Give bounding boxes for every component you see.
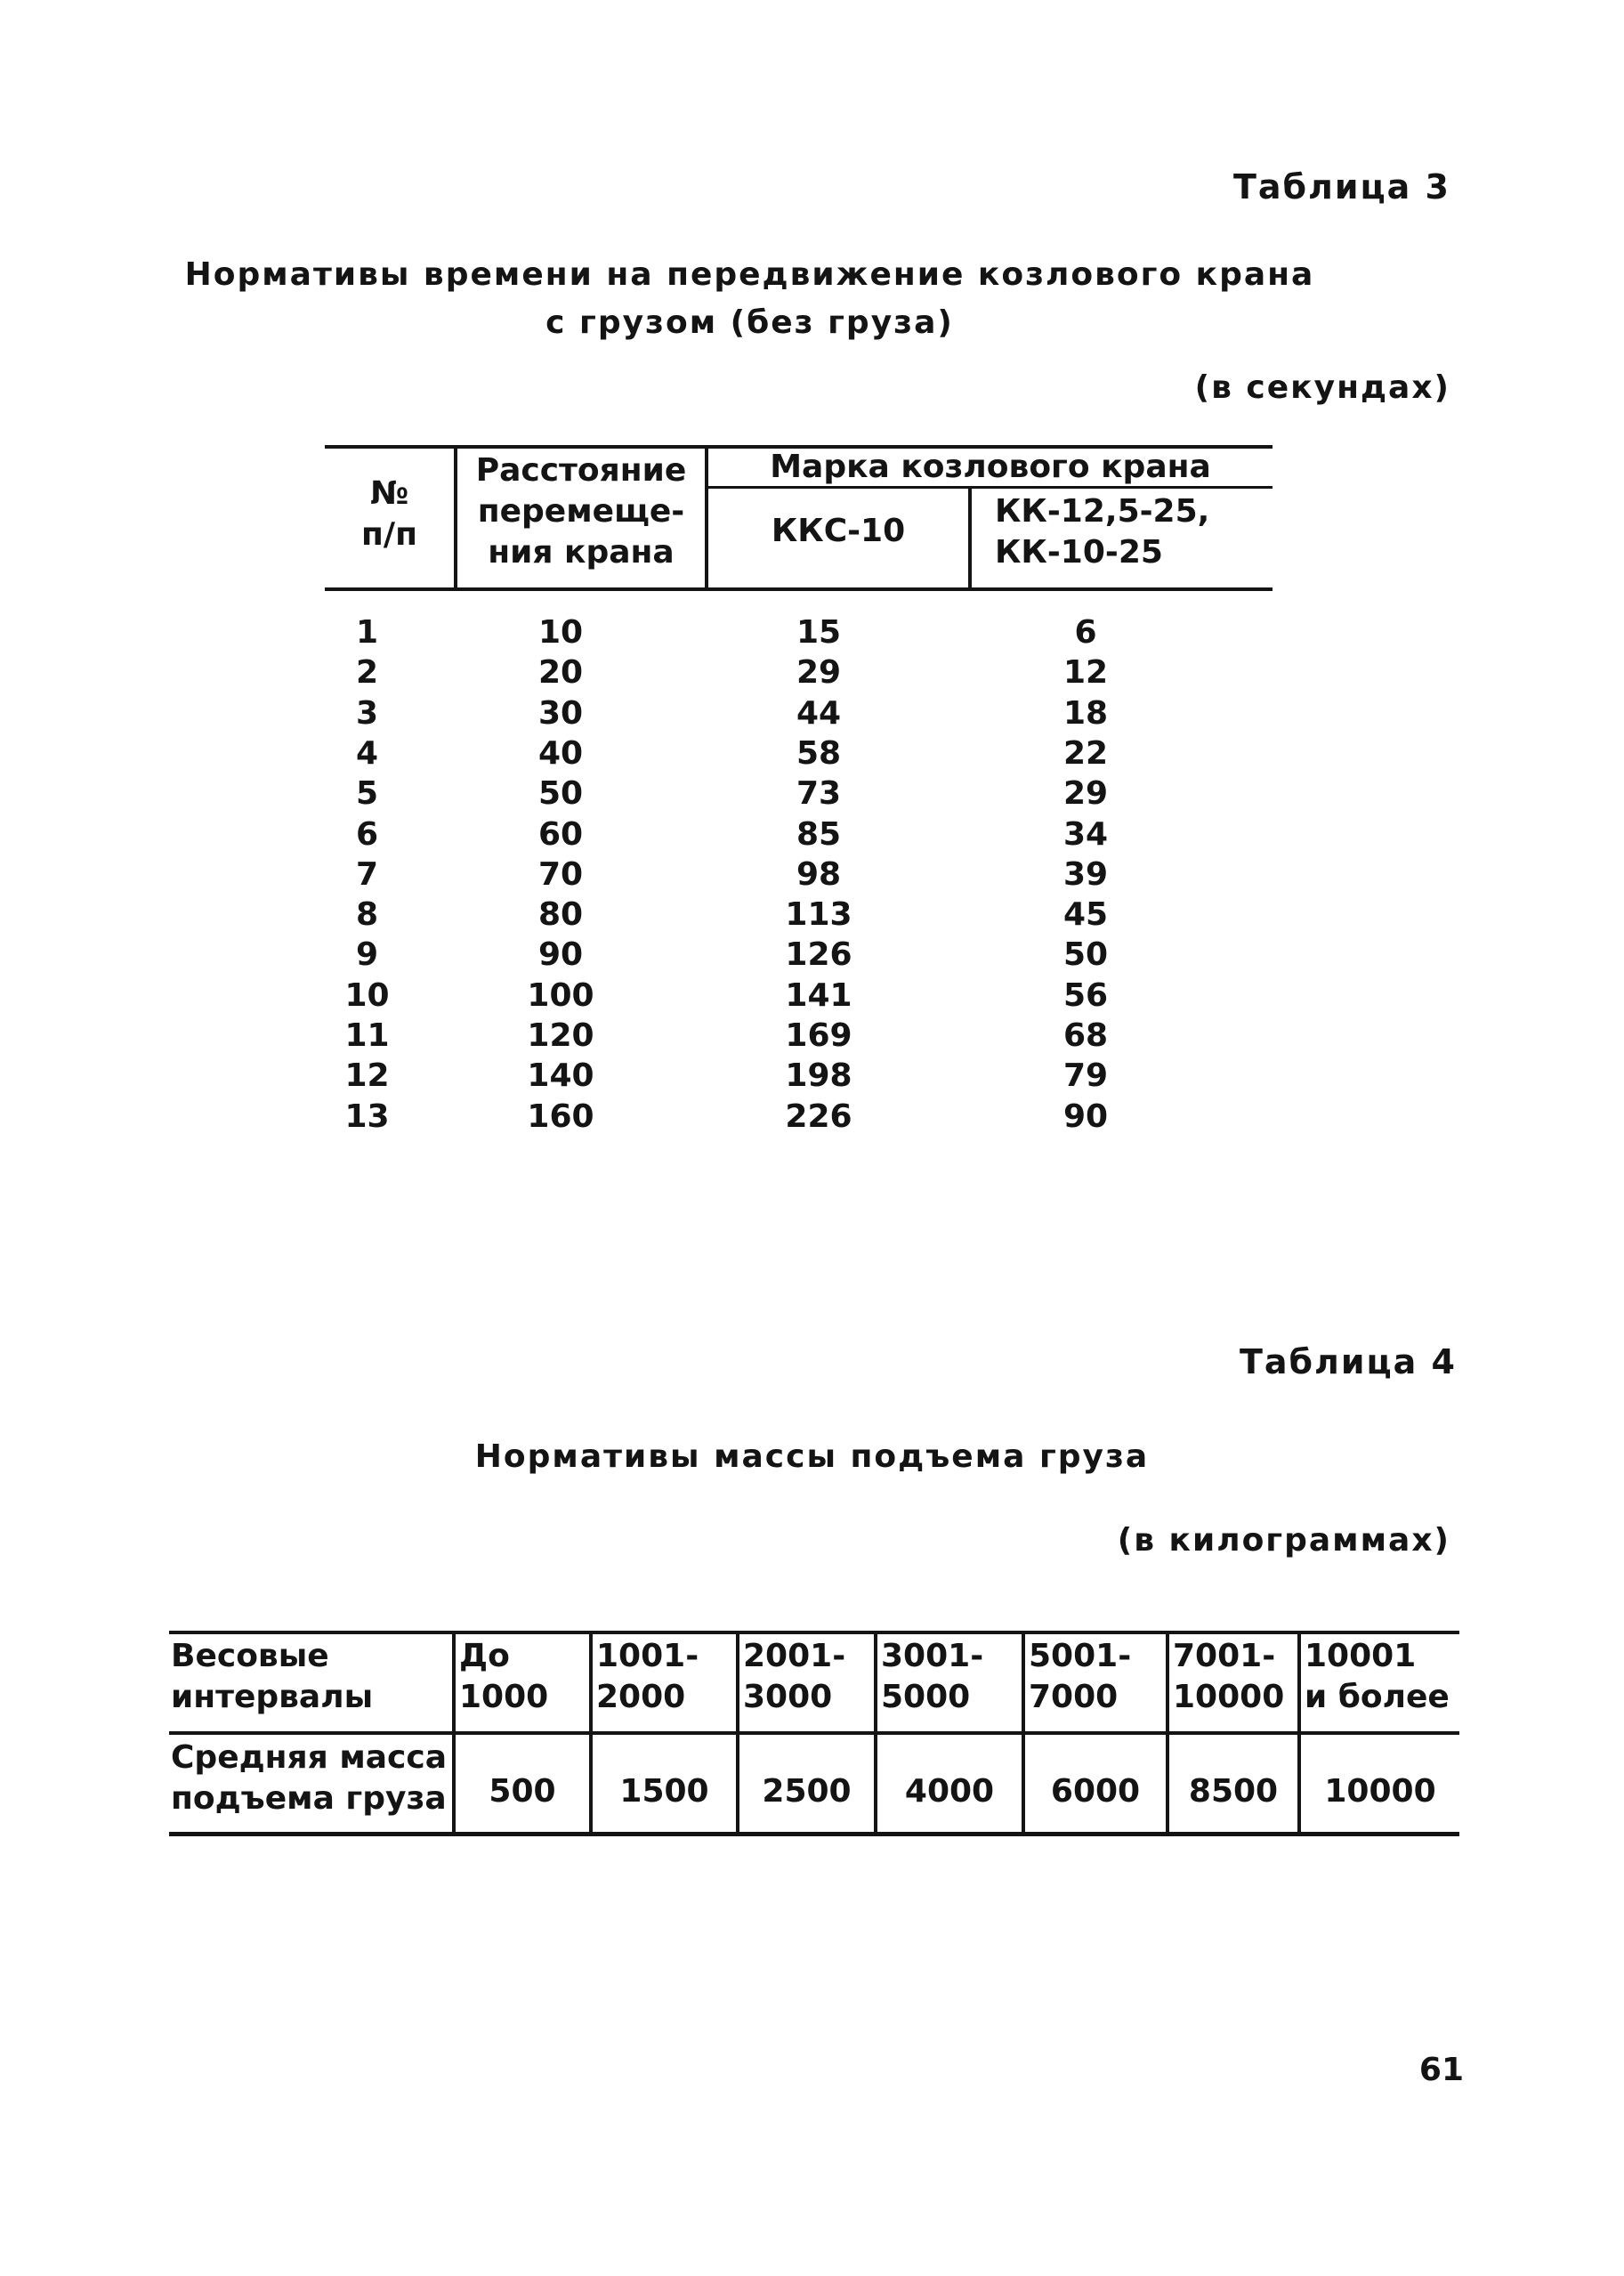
table3-cell-dist: 30 — [537, 695, 584, 732]
table4-vrule — [736, 1632, 739, 1834]
table3-group-rule — [707, 486, 1273, 489]
table3-header-num-line2: п/п — [361, 516, 417, 553]
table3-cell-dist: 60 — [537, 816, 584, 853]
table4-interval-line1: 2001- — [743, 1638, 846, 1674]
table3-cell-dist: 10 — [537, 614, 584, 651]
table3-header-num — [325, 474, 454, 555]
table3-cell-kk: 79 — [1062, 1057, 1109, 1094]
table3-cell-dist: 50 — [537, 775, 584, 812]
table4-mass-cell: 4000 — [904, 1773, 995, 1810]
table3-cell-kk: 12 — [1062, 654, 1109, 691]
table4-row1-label-line1: Весовые — [171, 1638, 329, 1674]
table3-cell-kks: 98 — [796, 856, 842, 893]
table4-interval-line2: 10000 — [1173, 1679, 1285, 1715]
table4-top-rule — [169, 1631, 1459, 1634]
table3-cell-kk: 50 — [1062, 936, 1109, 973]
table3-header-distance — [457, 450, 705, 573]
table4-interval-line1: 7001- — [1173, 1638, 1276, 1674]
table3-cell-kks: 141 — [785, 977, 852, 1014]
table4-vrule — [1022, 1632, 1025, 1834]
table4-interval-header — [743, 1636, 870, 1718]
table3-header-brand-group: Марка козлового крана — [770, 449, 1211, 485]
table3-cell-dist: 20 — [537, 654, 584, 691]
table3-header-bottom-rule — [325, 587, 1273, 591]
page-number: 61 — [1418, 2052, 1464, 2088]
table4-mass-cell: 6000 — [1050, 1773, 1141, 1810]
table4-interval-line2: и более — [1305, 1679, 1450, 1715]
table4-row2-label — [171, 1737, 447, 1819]
table3-cell-n: 6 — [355, 816, 379, 853]
table3-cell-dist: 140 — [527, 1057, 594, 1094]
table3-cell-dist: 90 — [537, 936, 584, 973]
table3-cell-kk: 6 — [1074, 614, 1097, 651]
table4-row1-label — [171, 1636, 373, 1718]
table3-cell-kk: 22 — [1062, 735, 1109, 772]
table3-cell-n: 9 — [355, 936, 379, 973]
table3-cell-kk: 90 — [1062, 1098, 1109, 1135]
table3-header-distance-line1: Расстояние — [475, 452, 687, 489]
table3-cell-kks: 29 — [796, 654, 842, 691]
table3-cell-n: 13 — [344, 1098, 390, 1135]
table3-title-line1: Нормативы времени на передвижение козлового крана — [184, 256, 1315, 293]
table4-interval-header — [1305, 1636, 1456, 1718]
table3-header-distance-line2: перемеще- — [477, 493, 685, 530]
table3-cell-kks: 113 — [785, 896, 852, 933]
table3-cell-kks: 44 — [796, 695, 842, 732]
table4-interval-line1: 5001- — [1029, 1638, 1132, 1674]
table3-vrule-3 — [968, 488, 972, 589]
table4-interval-line1: 10001 — [1305, 1638, 1417, 1674]
table4-vrule — [1297, 1632, 1301, 1834]
table3-cell-kks: 126 — [785, 936, 852, 973]
table3-cell-kk: 39 — [1062, 856, 1109, 893]
table3-cell-n: 10 — [344, 977, 390, 1014]
table4-row2-label-line2: подъема груза — [171, 1780, 447, 1817]
table3-cell-n: 5 — [355, 775, 379, 812]
table4-interval-line2: 2000 — [596, 1679, 686, 1715]
table3-cell-kks: 226 — [785, 1098, 852, 1135]
table3-title-line2: с грузом (без груза) — [545, 304, 954, 341]
table3-cell-n: 4 — [355, 735, 379, 772]
table4-row2-label-line1: Средняя масса — [171, 1739, 448, 1776]
table3-cell-kk: 34 — [1062, 816, 1109, 853]
table4-vrule — [452, 1632, 456, 1834]
table3-cell-n: 2 — [355, 654, 379, 691]
table4-bottom-rule — [169, 1832, 1459, 1836]
table3-cell-n: 12 — [344, 1057, 390, 1094]
table4-mass-cell: 10000 — [1324, 1773, 1436, 1810]
table3-cell-n: 1 — [355, 614, 379, 651]
table4-vrule — [1166, 1632, 1169, 1834]
table3-cell-n: 8 — [355, 896, 379, 933]
table3-cell-kk: 56 — [1062, 977, 1109, 1014]
table3-header-num-line1: № — [369, 475, 409, 512]
table3-cell-n: 3 — [355, 695, 379, 732]
table3-cell-dist: 100 — [527, 977, 594, 1014]
table4-unit: (в килограммах) — [1117, 1522, 1450, 1559]
table3-cell-dist: 80 — [537, 896, 584, 933]
table3-cell-kks: 15 — [796, 614, 842, 651]
table3-header-distance-line3: ния крана — [488, 534, 675, 571]
table3-cell-kks: 85 — [796, 816, 842, 853]
table3-cell-dist: 120 — [527, 1017, 594, 1054]
table4-mass-cell: 500 — [489, 1773, 556, 1810]
table3-header-brand2-line1: КК-12,5-25, — [995, 493, 1210, 530]
table3-unit: (в секундах) — [1194, 369, 1450, 406]
table4-mass-cell: 1500 — [619, 1773, 709, 1810]
table3-cell-kk: 29 — [1062, 775, 1109, 812]
table4-label: Таблица 4 — [1239, 1342, 1457, 1381]
table4-interval-header — [1029, 1636, 1162, 1718]
table3-cell-n: 7 — [355, 856, 379, 893]
table4-mass-cell: 8500 — [1188, 1773, 1279, 1810]
table4-title: Нормативы массы подъема груза — [474, 1438, 1150, 1475]
table4-vrule — [874, 1632, 877, 1834]
table4-interval-header — [881, 1636, 1018, 1718]
table3-cell-kk: 68 — [1062, 1017, 1109, 1054]
table3-title — [0, 251, 1624, 347]
table4-interval-line1: 3001- — [881, 1638, 984, 1674]
table4-interval-line2: 3000 — [743, 1679, 833, 1715]
table3-cell-dist: 160 — [527, 1098, 594, 1135]
table4-interval-header — [459, 1636, 586, 1718]
table4-vrule — [589, 1632, 593, 1834]
table3-header-brand2 — [995, 491, 1209, 573]
table3-header-brand2-line2: КК-10-25 — [995, 534, 1163, 571]
table4-mid-rule — [169, 1731, 1459, 1735]
table3-cell-kks: 73 — [796, 775, 842, 812]
table3-label: Таблица 3 — [1232, 167, 1450, 207]
table3-header-brand1: ККС-10 — [771, 513, 906, 549]
table3-cell-kks: 198 — [785, 1057, 852, 1094]
table4-interval-line2: 5000 — [881, 1679, 971, 1715]
table4-interval-header — [596, 1636, 732, 1718]
table4-mass-cell: 2500 — [762, 1773, 852, 1810]
table3-cell-kk: 18 — [1062, 695, 1109, 732]
table4-interval-line2: 7000 — [1029, 1679, 1119, 1715]
table3-cell-kks: 58 — [796, 735, 842, 772]
table4-row1-label-line2: интервалы — [171, 1679, 374, 1715]
table3-cell-dist: 70 — [537, 856, 584, 893]
table4-interval-line1: 1001- — [596, 1638, 699, 1674]
table4-interval-line2: 1000 — [459, 1679, 549, 1715]
table4-interval-line1: До — [459, 1638, 510, 1674]
table3-cell-n: 11 — [344, 1017, 390, 1054]
table3-cell-dist: 40 — [537, 735, 584, 772]
table4-interval-header — [1173, 1636, 1294, 1718]
table3-cell-kk: 45 — [1062, 896, 1109, 933]
table3-cell-kks: 169 — [785, 1017, 852, 1054]
